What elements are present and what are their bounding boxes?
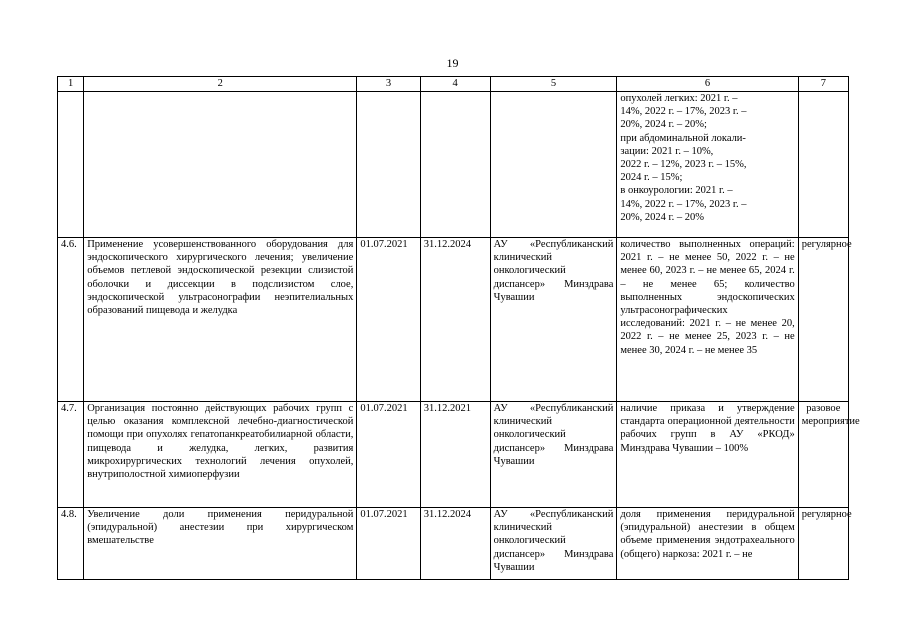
text-line: 14%, 2022 г. – 17%, 2023 г. –	[620, 198, 747, 210]
text-line: 2024 г. – 15%;	[620, 172, 683, 184]
table-row-continuation	[58, 92, 849, 238]
table-cell	[58, 92, 84, 238]
column-header: 5	[490, 77, 617, 92]
row-number: 4.8.	[58, 508, 84, 580]
indicator: количество выполненных операций: 2021 г. – не менее 50, 2022 г. – не менее 60, 2023 г. – не менее 65, 2024 г. – не менее 65; количество выполненных эндоскопических ультрасонографических исследований: 2021 г. – не менее 20, 2022 г. – не менее 25, 2023 г. – не менее 30, 2024 г. – не менее 35	[617, 238, 798, 402]
start-date: 01.07.2021	[357, 508, 420, 580]
column-header: 3	[357, 77, 420, 92]
text-line: опухолей легких: 2021 г. –	[620, 93, 738, 104]
indicator: доля применения перидуральной (эпидуральной) анестезии в общем объеме применения эндотрахеального (общего) наркоза: 2021 г. – не	[617, 508, 798, 580]
column-header: 7	[798, 77, 848, 92]
executor: АУ «Республиканский клинический онкологический диспансер» Минздрава Чувашии	[490, 402, 617, 508]
table-cell	[420, 92, 490, 238]
text-line: 20%, 2024 г. – 20%;	[620, 119, 707, 131]
frequency: разовое мероприятие	[798, 402, 848, 508]
table-cell	[490, 92, 617, 238]
text-line: при абдоминальной локали-	[620, 132, 746, 144]
text-line: 2022 г. – 12%, 2023 г. – 15%,	[620, 159, 747, 171]
indicator: наличие приказа и утверждение стандарта операционной деятельности рабочих групп в АУ «РКОД» Минздрава Чувашии – 100%	[617, 402, 798, 508]
frequency: регулярное	[798, 238, 848, 402]
text-line: зации: 2021 г. – 10%,	[620, 145, 714, 157]
table-cell	[798, 92, 848, 238]
column-header: 4	[420, 77, 490, 92]
row-number: 4.6.	[58, 238, 84, 402]
table-row	[58, 402, 849, 508]
page-number: 19	[446, 56, 459, 70]
table-row	[58, 238, 849, 402]
measure-description: Организация постоянно действующих рабочих групп с целью оказания комплексной лечебно-диагностической помощи при опухолях гепатопанкреатобилиарной области, пищевода и желудка, легких, развития микрохирургических технологий лечения опухолей, внутриполостной химиоперфузии	[84, 402, 357, 508]
table-row	[58, 508, 849, 580]
start-date: 01.07.2021	[357, 238, 420, 402]
table-cell	[357, 92, 420, 238]
column-header: 1	[58, 77, 84, 92]
end-date: 31.12.2021	[420, 402, 490, 508]
executor: АУ «Республиканский клинический онкологический диспансер» Минздрава Чувашии	[490, 508, 617, 580]
column-header: 6	[617, 77, 798, 92]
text-line: в онкоурологии: 2021 г. –	[620, 185, 733, 197]
text-line: 14%, 2022 г. – 17%, 2023 г. –	[620, 106, 747, 118]
table-cell	[84, 92, 357, 238]
column-header: 2	[84, 77, 357, 92]
end-date: 31.12.2024	[420, 508, 490, 580]
measures-table	[57, 76, 860, 580]
measure-description: Применение усовершенствованного оборудования для эндоскопического хирургического лечения; увеличение объемов петлевой эндоскопической резекции слизистой оболочки и диссекции в подслизистом слое, эндоскопической ультрасонографии неэпителиальных образований пищевода и желудка	[84, 238, 357, 402]
end-date: 31.12.2024	[420, 238, 490, 402]
text-line: 20%, 2024 г. – 20%	[620, 211, 704, 223]
measure-description: Увеличение доли применения перидуральной (эпидуральной) анестезии при хирургическом вмешательстве	[84, 508, 357, 580]
frequency: регулярное	[798, 508, 848, 580]
table-header-row	[58, 77, 849, 92]
row-number: 4.7.	[58, 402, 84, 508]
continuation-indicator-cell	[617, 92, 798, 238]
executor: АУ «Республиканский клинический онкологический диспансер» Минздрава Чувашии	[490, 238, 617, 402]
start-date: 01.07.2021	[357, 402, 420, 508]
